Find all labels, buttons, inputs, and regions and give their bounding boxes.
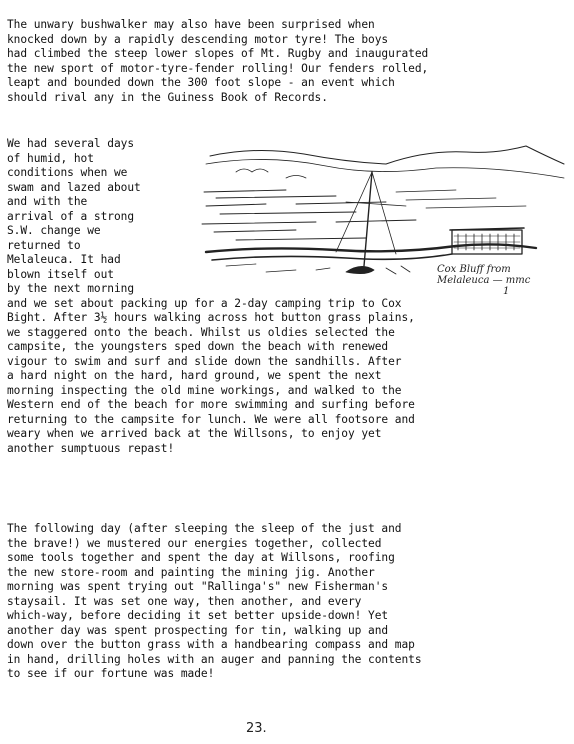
text-line: to see if our fortune was made! (7, 667, 215, 680)
text-line: arrival of a strong (7, 209, 135, 223)
text-line: the new store-room and painting the mining jig. Another (7, 565, 375, 579)
caption-line: Cox Bluff from (437, 264, 511, 275)
text-line: conditions when we (7, 166, 128, 179)
sketch-caption (437, 264, 572, 297)
text-line: staysail. It was set one way, then another, and every (7, 594, 362, 608)
text-line: campsite, the youngsters sped down the beach with renewed (7, 340, 389, 353)
text-line: returning to the campsite for lunch. We were all footsore and (7, 412, 415, 426)
text-line: of humid, hot (7, 151, 94, 165)
text-line: and we set about packing up for a 2-day camping trip to Cox (7, 296, 402, 310)
text-line: Melaleuca. It had (7, 253, 121, 266)
page-number: 23. (246, 721, 267, 736)
text-line: some tools together and spent the day at Willsons, roofing (7, 551, 395, 564)
text-line: The following day (after sleeping the sleep of the just and (7, 522, 402, 535)
text-line: we staggered onto the beach. Whilst us oldies selected the (7, 325, 395, 339)
caption-line: Melaleuca — mmc (437, 275, 531, 286)
text-line: another day was spent prospecting for tin, walking up and (7, 623, 389, 637)
text-line: should rival any in the Guiness Book of Records. (7, 90, 328, 104)
caption-line: 1 (503, 286, 510, 297)
text-line: Bight. After 3½ hours walking across hot button grass plains, (7, 311, 415, 324)
text-line: by the next morning (7, 282, 135, 295)
text-line: weary when we arrived back at the Willsons, to enjoy yet (7, 427, 382, 440)
text-line: and with the (7, 195, 88, 208)
text-line: in hand, drilling holes with an auger and panning the contents (7, 652, 422, 666)
text-line: leapt and bounded down the 300 foot slope - an event which (7, 76, 395, 89)
text-line: Western end of the beach for more swimming and surfing before (7, 398, 415, 411)
text-line: another sumptuous repast! (7, 441, 175, 455)
text-line: blown itself out (7, 267, 114, 281)
text-line: We had several days (7, 137, 135, 150)
text-line: had climbed the steep lower slopes of Mt. Rugby and inaugurated (7, 47, 429, 60)
text-line: S.W. change we (7, 224, 101, 237)
text-line: morning inspecting the old mine workings, and walked to the (7, 383, 402, 397)
text-line: knocked down by a rapidly descending motor tyre! The boys (7, 32, 389, 46)
text-line: the new sport of motor-tyre-fender rolling! Our fenders rolled, (7, 61, 429, 75)
text-line: which-way, before deciding it set better upside-down! Yet (7, 609, 389, 622)
text-line: the brave!) we mustered our energies together, collected (7, 536, 382, 550)
text-line: a hard night on the hard, hard ground, we spent the next (7, 369, 382, 382)
text-line: down over the button grass with a handbearing compass and map (7, 638, 415, 651)
text-line: swam and lazed about (7, 180, 141, 194)
text-line: returned to (7, 238, 81, 252)
text-line: vigour to swim and surf and slide down the sandhills. After (7, 354, 402, 368)
text-line: The unwary bushwalker may also have been surprised when (7, 18, 375, 31)
text-line: morning was spent trying out "Rallinga's" new Fisherman's (7, 580, 389, 593)
